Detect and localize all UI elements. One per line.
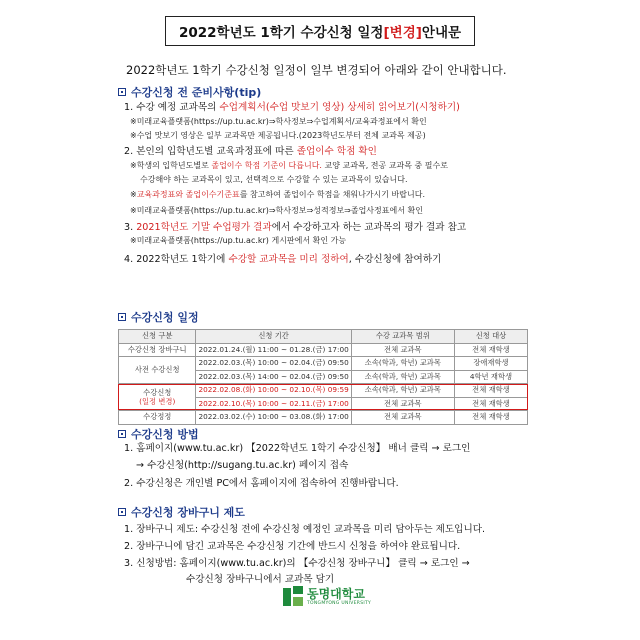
method-item-2: 2. 수강신청은 개인별 PC에서 홈페이지에 접속하여 진행바랍니다.: [124, 478, 399, 489]
prep-note-4: 수강해야 하는 교과목이 있고, 선택적으로 수강할 수 있는 교과목이 있습니다.: [140, 175, 408, 184]
prep-note-7: ※미래교육플랫폼(https://up.tu.ac.kr) 게시판에서 확인 가능: [130, 236, 347, 245]
method-item-1: 1. 홈페이지(www.tu.ac.kr) 【2022학년도 1학기 수강신청】 배너 클릭 → 로그인: [124, 443, 471, 454]
cell-range: 전체 교과목: [351, 397, 454, 411]
university-logo: [283, 586, 371, 608]
page-title: [165, 16, 475, 46]
cell-category: 수강신청 (일정 변경): [119, 384, 196, 411]
basket-item-2: 2. 장바구니에 담긴 교과목은 수강신청 기간에 반드시 신청을 하여야 완료됩니다.: [124, 541, 461, 552]
basket-item-3: 3. 신청방법: 홈페이지(www.tu.ac.kr)의 【수강신청 장바구니】 클릭 → 로그인 →: [124, 558, 470, 569]
prep-note-5: ※교육과정표와 졸업이수기준표를 참고하여 졸업이수 학점을 채워나가시기 바랍니다.: [130, 190, 425, 199]
table-row: [119, 357, 528, 371]
cell-range: 소속(학과, 학년) 교과목: [351, 370, 454, 384]
cell-period: 2022.01.24.(월) 11:00 ~ 01.28.(금) 17:00: [196, 343, 351, 357]
table-header: 신청 대상: [454, 330, 527, 344]
prep-note-3: ※학생의 입학년도별로 졸업이수 학점 기준이 다릅니다. 교양 교과목, 전공 교과목 중 필수로: [130, 161, 448, 170]
cell-period: 2022.02.03.(목) 10:00 ~ 02.04.(금) 09:50: [196, 357, 351, 371]
table-row: [119, 343, 528, 357]
prep-note-6: ※미래교육플랫폼(https://up.tu.ac.kr)⇒학사정보⇒성적정보⇒졸업사정표에서 확인: [130, 206, 423, 215]
cell-period: 2022.03.02.(수) 10:00 ~ 03.08.(화) 17:00: [196, 411, 351, 425]
title-tail: 안내문: [421, 25, 462, 41]
section-heading-schedule: 수강신청 일정: [118, 309, 199, 325]
logo-korean-name: 동명대학교: [307, 587, 365, 601]
cell-period: 2022.02.10.(목) 10:00 ~ 02.11.(금) 17:00: [196, 397, 351, 411]
cell-range: 전체 교과목: [351, 411, 454, 425]
cell-target: 전체 재학생: [454, 397, 527, 411]
cell-range: 전체 교과목: [351, 343, 454, 357]
cell-target: 전체 재학생: [454, 411, 527, 425]
prep-item-1: 1. 수강 예정 교과목의 수업계획서(수업 맛보기 영상) 상세히 읽어보기(시청하기): [124, 102, 460, 113]
table-header-row: [119, 330, 528, 344]
square-bullet-icon: [118, 313, 126, 321]
cell-period: 2022.02.08.(화) 10:00 ~ 02.10.(목) 09:59: [196, 384, 351, 398]
section-heading-prep: 수강신청 전 준비사항(tip): [118, 84, 261, 100]
prep-note-1: ※미래교육플랫폼(https://up.tu.ac.kr)⇒학사정보⇒수업계획서/교육과정표에서 확인: [130, 117, 427, 126]
method-item-1b: → 수강신청(http://sugang.tu.ac.kr) 페이지 접속: [136, 460, 349, 471]
cell-range: 소속(학과, 학년) 교과목: [351, 384, 454, 398]
university-emblem-icon: [283, 586, 303, 608]
basket-item-1: 1. 장바구니 제도: 수강신청 전에 수강신청 예정인 교과목을 미리 담아두는 제도입니다.: [124, 524, 486, 535]
title-highlight: [변경]: [383, 25, 422, 41]
logo-english-name: TONGMYONG UNIVERSITY: [307, 601, 372, 606]
cell-category: 수강신청 장바구니: [119, 343, 196, 357]
cell-period: 2022.02.03.(목) 14:00 ~ 02.04.(금) 09:50: [196, 370, 351, 384]
schedule-table: [118, 329, 528, 425]
cell-category: 수강정정: [119, 411, 196, 425]
title-main: 2022학년도 1학기 수강신청 일정: [178, 25, 384, 41]
table-row: [119, 411, 528, 425]
cell-category: 사전 수강신청: [119, 357, 196, 384]
table-header: 신청 기간: [196, 330, 351, 344]
basket-item-3b: 수강신청 장바구니에서 교과목 담기: [186, 574, 335, 585]
table-header: 수강 교과목 범위: [351, 330, 454, 344]
square-bullet-icon: [118, 430, 126, 438]
prep-item-3: 3. 2021학년도 기말 수업평가 결과에서 수강하고자 하는 교과목의 평가 결과 참고: [124, 222, 467, 233]
section-heading-method: 수강신청 방법: [118, 426, 199, 442]
cell-range: 소속(학과, 학년) 교과목: [351, 357, 454, 371]
intro-text: 2022학년도 1학기 수강신청 일정이 일부 변경되어 아래와 같이 안내합니다.: [126, 63, 507, 77]
table-header: 신청 구분: [119, 330, 196, 344]
table-row: [119, 384, 528, 398]
cell-target: 장애재학생: [454, 357, 527, 371]
prep-item-4: 4. 2022학년도 1학기에 수강할 교과목을 미리 정하여, 수강신청에 참여하기: [124, 254, 442, 265]
cell-target: 전체 재학생: [454, 343, 527, 357]
cell-target: 4학년 재학생: [454, 370, 527, 384]
prep-note-2: ※수업 맛보기 영상은 일부 교과목만 제공됩니다.(2023학년도부터 전체 교과목 제공): [130, 131, 426, 140]
section-heading-basket: 수강신청 장바구니 제도: [118, 504, 245, 520]
square-bullet-icon: [118, 88, 126, 96]
square-bullet-icon: [118, 508, 126, 516]
prep-item-2: 2. 본인의 입학년도별 교육과정표에 따른 졸업이수 학점 확인: [124, 146, 377, 157]
cell-target: 전체 재학생: [454, 384, 527, 398]
